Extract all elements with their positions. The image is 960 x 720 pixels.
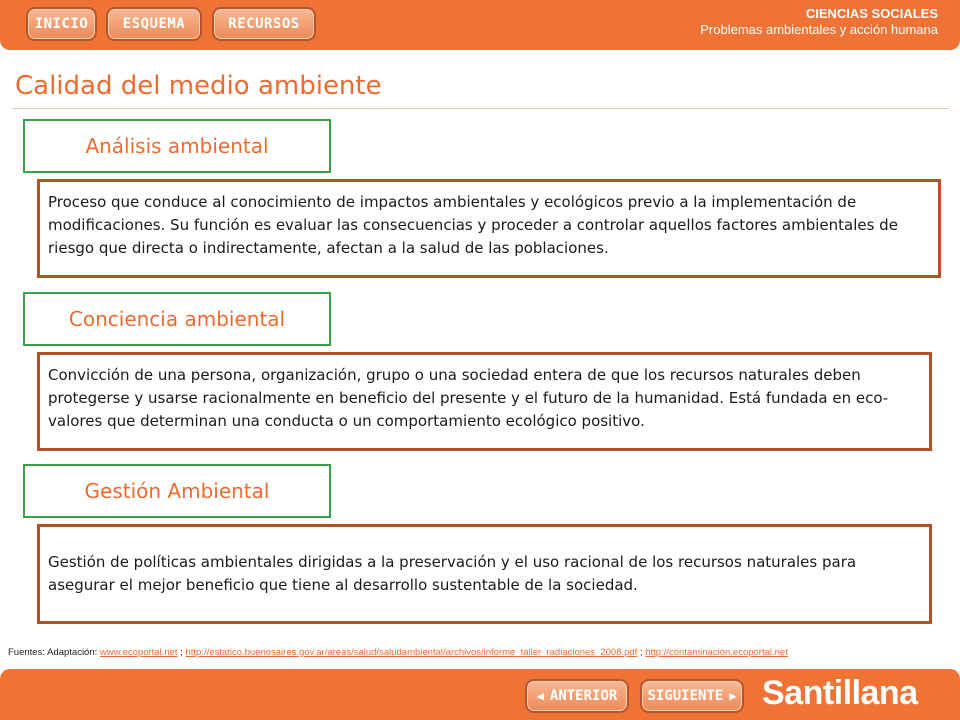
triangle-right-icon: ▶	[729, 689, 737, 703]
source-link-contaminacion[interactable]: http://contaminacion.ecoportal.net	[645, 647, 788, 658]
source-link-ecoportal[interactable]: www.ecoportal.net	[99, 647, 178, 658]
anterior-button[interactable]	[525, 679, 629, 713]
triangle-left-icon: ◀	[536, 689, 544, 703]
topic-name: Problemas ambientales y acción humana	[700, 22, 938, 37]
page-title: Calidad del medio ambiente	[15, 71, 382, 101]
sources-label: Fuentes: Adaptación:	[8, 647, 98, 658]
sources-separator: ;	[639, 647, 643, 658]
anterior-label: ANTERIOR	[549, 688, 618, 704]
term-analisis-ambiental: Análisis ambiental	[23, 119, 331, 173]
definition-analisis-ambiental: Proceso que conduce al conocimiento de impactos ambientales y ecológicos previo a la implementación de modificaciones. Su función es evaluar las consecuencias y proceder a controlar aquellos factores ambientales de riesgo que directa o indirectamente, afectan a la salud de las poblaciones.	[37, 179, 941, 278]
definition-conciencia-ambiental: Convicción de una persona, organización, grupo o una sociedad entera de que los recursos naturales deben protegerse y usarse racionalmente en beneficio del presente y el futuro de la humanidad. Está fundada en eco-valores que determinan una conducta o un comportamiento ecológico positivo.	[37, 352, 932, 451]
brand-logo: Santillana	[762, 674, 918, 712]
inicio-button[interactable]: INICIO	[26, 7, 97, 41]
siguiente-button[interactable]	[640, 679, 744, 713]
subject-header	[700, 6, 938, 38]
term-gestion-ambiental: Gestión Ambiental	[23, 464, 331, 518]
subject-name: CIENCIAS SOCIALES	[805, 6, 938, 21]
recursos-button[interactable]: RECURSOS	[212, 7, 316, 41]
sources-separator: ;	[180, 647, 183, 658]
esquema-button[interactable]: ESQUEMA	[106, 7, 202, 41]
source-link-buenosaires[interactable]: http://estatico.buenosaires.gov.ar/areas/salud/saludambiental/archivos/informe_taller_radiaciones_2008.pdf	[185, 647, 638, 658]
definition-gestion-ambiental: Gestión de políticas ambientales dirigidas a la preservación y el uso racional de los recursos naturales para asegurar el mejor beneficio que tiene al desarrollo sustentable de la sociedad.	[37, 524, 932, 624]
sources-line	[8, 647, 788, 658]
siguiente-label: SIGUIENTE	[647, 688, 724, 704]
term-conciencia-ambiental: Conciencia ambiental	[23, 292, 331, 346]
title-divider	[12, 108, 949, 109]
